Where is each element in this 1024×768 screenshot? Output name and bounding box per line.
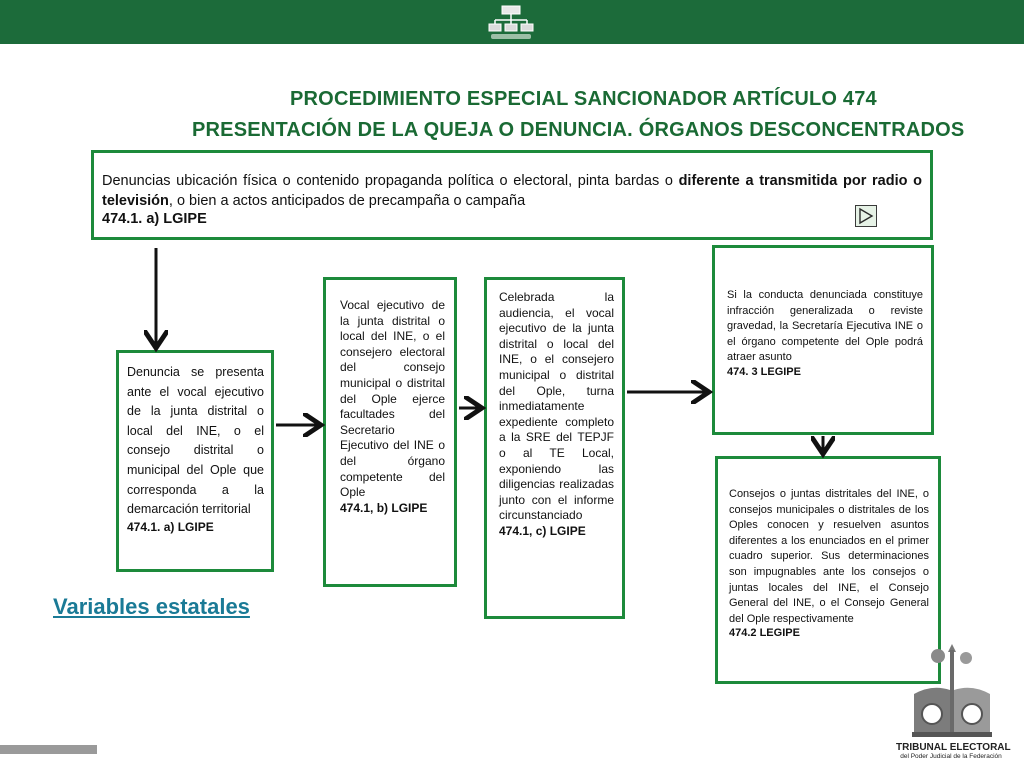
top-text-bold: diferente a transmitida por radio o televisión (102, 173, 922, 209)
box-vocal-reference: 474.1, b) LGIPE (340, 500, 428, 515)
box-audiencia-reference: 474.1, c) LGIPE (499, 523, 586, 538)
top-box-reference: 474.1. a) LGIPE (102, 211, 207, 227)
tribunal-emblem (904, 640, 1000, 740)
box-consejos-text: Consejos o juntas distritales del INE, o consejos municipales o distritales de los Oples conocen y resuelven asuntos diferentes a los enunciados en el primer cuadro superior. Sus determinaciones son impugnables ante los consejos o juntas locales del INE, el Consejo General del INE, o el Consejo General del Ople respectivamente (729, 488, 929, 625)
box-atraer-text: Si la conducta denunciada constituye infracción generalizada o reviste gravedad, la Secretaría Ejecutiva INE o el órgano competente del Ople podrá atraer asunto (727, 289, 923, 364)
tribunal-label (896, 742, 1011, 760)
box-atraer (712, 245, 934, 435)
box-denuncia-reference: 474.1. a) LGIPE (127, 519, 214, 534)
box-denuncia (116, 350, 274, 572)
tribunal-subname: del Poder Judicial de la Federación (900, 753, 1002, 760)
tribunal-name: TRIBUNAL ELECTORAL (896, 742, 1011, 753)
top-description-box (91, 150, 933, 240)
box-vocal-text: Vocal ejecutivo de la junta distrital o local del INE, o el consejero electoral del consejo municipal o distrital del Ople ejerce facultades del Secretario Ejecutivo del INE o del órgano competente del Ople (340, 298, 445, 500)
box-audiencia (484, 277, 625, 619)
box-atraer-reference: 474. 3 LEGIPE (727, 365, 801, 378)
box-vocal (323, 277, 457, 587)
box-audiencia-text: Celebrada la audiencia, el vocal ejecutivo de la junta distrital o local del INE, o el consejero municipal o distrital del Ople, turna inmediatamente expediente completo a la SRE del TEPJF o al TE Local, exponiendo las diligencias realizadas junto con el informe circunstanciado (499, 290, 614, 523)
box-consejos-reference: 474.2 LEGIPE (729, 627, 800, 640)
top-text-pre: Denuncias ubicación física o contenido propaganda política o electoral, pinta bardas o (102, 173, 679, 189)
top-description-text (102, 171, 922, 211)
title-line-1: PROCEDIMIENTO ESPECIAL SANCIONADOR ARTÍCULO 474 (290, 88, 877, 110)
variables-estatales-link[interactable]: Variables estatales (53, 594, 250, 619)
top-text-post: , o bien a actos anticipados de precampaña o campaña (168, 193, 526, 209)
bottom-gray-bar (0, 745, 97, 754)
org-chart-icon (488, 4, 534, 42)
play-icon[interactable] (855, 205, 877, 227)
title-line-2: PRESENTACIÓN DE LA QUEJA O DENUNCIA. ÓRGANOS DESCONCENTRADOS (192, 119, 965, 141)
box-denuncia-text: Denuncia se presenta ante el vocal ejecutivo de la junta distrital o local del INE, o el consejo distrital o municipal del Ople que corresponda a la demarcación territorial (127, 365, 264, 517)
